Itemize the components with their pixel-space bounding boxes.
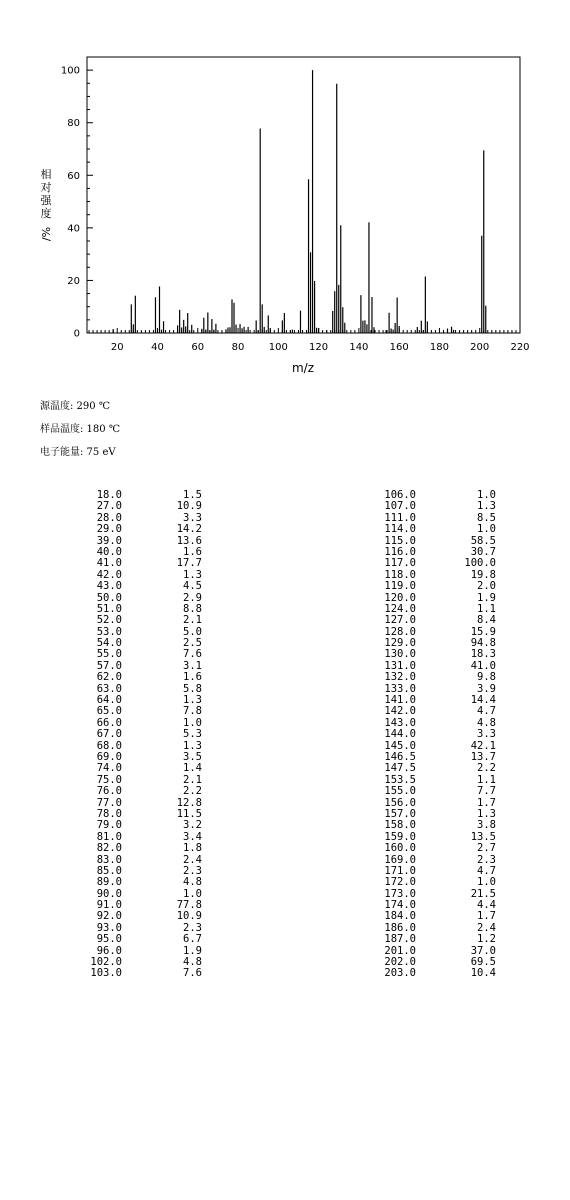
intensity-value: 2.7: [477, 842, 496, 855]
peak-table-row: [376, 968, 496, 979]
mz-value: 64.0: [96, 694, 122, 707]
peak-table-row: [82, 581, 202, 592]
intensity-value: 3.3: [477, 728, 496, 741]
mz-value: 39.0: [96, 534, 122, 547]
mz-value: 120.0: [384, 591, 416, 604]
mz-value: 63.0: [96, 682, 122, 695]
mz-value: 28.0: [96, 511, 122, 524]
mz-value: 50.0: [96, 591, 122, 604]
intensity-value: 5.0: [183, 625, 202, 638]
intensity-value: 3.1: [183, 659, 202, 672]
y-axis-ticks: [61, 57, 93, 340]
peak-table-row: [82, 843, 202, 854]
mz-value: 119.0: [384, 580, 416, 593]
mz-value: 69.0: [96, 750, 122, 763]
mz-value: 42.0: [96, 568, 122, 581]
mz-value: 145.0: [384, 739, 416, 752]
intensity-value: 7.8: [183, 705, 202, 718]
plot-frame: [87, 57, 520, 333]
x-tick-label: 160: [389, 342, 409, 353]
mz-value: 27.0: [96, 500, 122, 513]
intensity-value: 8.8: [183, 602, 202, 615]
intensity-value: 1.2: [477, 933, 496, 946]
y-tick-label: 60: [67, 170, 80, 182]
sample-temperature: 样品温度: 180 ℃: [40, 424, 120, 435]
intensity-value: 14.4: [470, 694, 496, 707]
mz-value: 40.0: [96, 545, 122, 558]
mz-value: 169.0: [384, 853, 416, 866]
mz-value: 172.0: [384, 876, 416, 889]
source-temperature: 源温度: 290 ℃: [40, 401, 110, 412]
y-tick-label: 40: [67, 223, 80, 235]
peak-table-row: [82, 672, 202, 683]
mz-value: 203.0: [384, 967, 416, 980]
intensity-value: 1.5: [183, 489, 202, 501]
peak-table-row: [376, 581, 496, 592]
intensity-value: 3.2: [183, 819, 202, 832]
mz-value: 91.0: [96, 899, 122, 912]
intensity-value: 3.5: [183, 750, 202, 763]
intensity-value: 10.9: [176, 500, 202, 513]
intensity-value: 1.0: [477, 523, 496, 536]
mz-value: 54.0: [96, 637, 122, 650]
mz-value: 107.0: [384, 500, 416, 513]
mz-value: 67.0: [96, 728, 122, 741]
intensity-value: 77.8: [176, 899, 202, 912]
intensity-value: 10.9: [176, 910, 202, 923]
intensity-value: 2.3: [183, 864, 202, 877]
peak-table-row: [82, 934, 202, 945]
intensity-value: 1.3: [477, 807, 496, 820]
x-tick-label: 60: [191, 342, 205, 353]
mz-value: 106.0: [384, 489, 416, 501]
intensity-value: 2.1: [183, 614, 202, 627]
mz-value: 157.0: [384, 807, 416, 820]
mz-value: 92.0: [96, 910, 122, 923]
peak-table-row: [82, 524, 202, 535]
mz-value: 171.0: [384, 864, 416, 877]
intensity-value: 1.3: [183, 694, 202, 707]
mz-value: 18.0: [96, 489, 122, 501]
mz-value: 78.0: [96, 807, 122, 820]
intensity-value: 7.6: [183, 967, 202, 980]
mz-value: 147.5: [384, 762, 416, 775]
intensity-value: 3.3: [183, 511, 202, 524]
intensity-value: 2.2: [477, 762, 496, 775]
intensity-value: 1.3: [183, 739, 202, 752]
intensity-value: 4.5: [183, 580, 202, 593]
peak-table-row: [82, 968, 202, 979]
intensity-value: 15.9: [470, 625, 496, 638]
intensity-value: 4.8: [183, 876, 202, 889]
intensity-value: 8.5: [477, 511, 496, 524]
mz-value: 103.0: [90, 967, 122, 980]
x-tick-label: 200: [470, 342, 490, 353]
intensity-value: 11.5: [176, 807, 202, 820]
mz-value: 153.5: [384, 773, 416, 786]
mz-value: 95.0: [96, 933, 122, 946]
mz-value: 160.0: [384, 842, 416, 855]
intensity-value: 1.7: [477, 910, 496, 923]
intensity-value: 13.5: [470, 830, 496, 843]
intensity-value: 3.4: [183, 830, 202, 843]
intensity-value: 4.7: [477, 864, 496, 877]
mz-value: 186.0: [384, 921, 416, 934]
mz-value: 52.0: [96, 614, 122, 627]
peak-table-row: [376, 786, 496, 797]
mz-value: 155.0: [384, 785, 416, 798]
mz-value: 68.0: [96, 739, 122, 752]
intensity-value: 9.8: [477, 671, 496, 684]
peak-table-row: [82, 729, 202, 740]
mz-value: 96.0: [96, 944, 122, 957]
intensity-value: 5.8: [183, 682, 202, 695]
mz-value: 130.0: [384, 648, 416, 661]
mz-value: 43.0: [96, 580, 122, 593]
intensity-value: 1.1: [477, 602, 496, 615]
intensity-value: 13.7: [470, 750, 496, 763]
mz-value: 79.0: [96, 819, 122, 832]
peak-table-row: [376, 820, 496, 831]
mz-value: 144.0: [384, 728, 416, 741]
intensity-value: 10.4: [470, 967, 496, 980]
mz-value: 115.0: [384, 534, 416, 547]
mz-value: 187.0: [384, 933, 416, 946]
peak-table-row: [376, 843, 496, 854]
mz-value: 111.0: [384, 511, 416, 524]
intensity-value: 1.0: [477, 876, 496, 889]
intensity-value: 30.7: [470, 545, 496, 558]
intensity-value: 69.5: [470, 956, 496, 969]
x-tick-label: 180: [429, 342, 449, 353]
mz-value: 159.0: [384, 830, 416, 843]
mz-value: 118.0: [384, 568, 416, 581]
y-tick-label: 100: [60, 65, 80, 77]
intensity-value: 14.2: [176, 523, 202, 536]
intensity-value: 37.0: [470, 944, 496, 957]
intensity-value: 1.9: [183, 944, 202, 957]
peak-table-left: [82, 490, 202, 980]
intensity-value: 1.0: [183, 716, 202, 729]
intensity-value: 1.0: [183, 887, 202, 900]
intensity-value: 1.9: [477, 591, 496, 604]
intensity-value: 13.6: [176, 534, 202, 547]
y-tick-label: 80: [67, 118, 80, 130]
mz-value: 77.0: [96, 796, 122, 809]
x-tick-label: 100: [268, 342, 288, 353]
intensity-value: 2.2: [183, 785, 202, 798]
mz-value: 55.0: [96, 648, 122, 661]
intensity-value: 2.4: [477, 921, 496, 934]
peak-table-row: [82, 786, 202, 797]
mz-value: 146.5: [384, 750, 416, 763]
mz-value: 65.0: [96, 705, 122, 718]
spectrum-peaks: [113, 70, 486, 333]
intensity-value: 2.0: [477, 580, 496, 593]
intensity-value: 3.9: [477, 682, 496, 695]
x-tick-label: 140: [349, 342, 369, 353]
intensity-value: 7.7: [477, 785, 496, 798]
mz-value: 83.0: [96, 853, 122, 866]
intensity-value: 4.4: [477, 899, 496, 912]
intensity-value: 2.3: [477, 853, 496, 866]
peak-table-row: [82, 877, 202, 888]
mz-value: 127.0: [384, 614, 416, 627]
electron-energy: 电子能量: 75 eV: [40, 447, 116, 458]
intensity-value: 1.3: [183, 568, 202, 581]
peak-table-right: [376, 490, 496, 980]
mz-value: 82.0: [96, 842, 122, 855]
y-axis-label-char: 对: [40, 181, 52, 194]
y-axis-label-char: 相: [40, 168, 52, 181]
x-tick-label: 80: [231, 342, 245, 353]
mz-value: 90.0: [96, 887, 122, 900]
mz-value: 133.0: [384, 682, 416, 695]
intensity-value: 5.3: [183, 728, 202, 741]
peak-table-row: [376, 615, 496, 626]
mz-value: 132.0: [384, 671, 416, 684]
intensity-value: 17.7: [176, 557, 202, 570]
peak-table-row: [376, 524, 496, 535]
y-tick-label: 0: [73, 328, 80, 340]
intensity-value: 1.1: [477, 773, 496, 786]
intensity-value: 2.3: [183, 921, 202, 934]
intensity-value: 1.6: [183, 545, 202, 558]
mz-value: 128.0: [384, 625, 416, 638]
mz-value: 202.0: [384, 956, 416, 969]
intensity-value: 1.6: [183, 671, 202, 684]
y-axis-label-unit: /%: [40, 226, 53, 242]
y-axis-label: [40, 167, 53, 241]
x-axis-label: m/z: [291, 361, 315, 375]
mz-value: 184.0: [384, 910, 416, 923]
mz-value: 76.0: [96, 785, 122, 798]
mz-value: 174.0: [384, 899, 416, 912]
mz-value: 41.0: [96, 557, 122, 570]
mz-value: 143.0: [384, 716, 416, 729]
mz-value: 29.0: [96, 523, 122, 536]
peak-table-row: [376, 934, 496, 945]
x-tick-label: 20: [110, 342, 124, 353]
mz-value: 85.0: [96, 864, 122, 877]
peak-table-row: [376, 729, 496, 740]
y-axis-label-char: 度: [40, 207, 52, 220]
mz-value: 75.0: [96, 773, 122, 786]
intensity-value: 19.8: [470, 568, 496, 581]
intensity-value: 4.8: [477, 716, 496, 729]
peak-table-row: [376, 672, 496, 683]
mz-value: 102.0: [90, 956, 122, 969]
intensity-value: 6.7: [183, 933, 202, 946]
mz-value: 62.0: [96, 671, 122, 684]
peak-table-row: [82, 820, 202, 831]
mz-value: 81.0: [96, 830, 122, 843]
mz-value: 142.0: [384, 705, 416, 718]
intensity-value: 4.7: [477, 705, 496, 718]
mz-value: 117.0: [384, 557, 416, 570]
intensity-value: 2.1: [183, 773, 202, 786]
intensity-value: 4.8: [183, 956, 202, 969]
intensity-value: 18.3: [470, 648, 496, 661]
mz-value: 141.0: [384, 694, 416, 707]
mz-value: 156.0: [384, 796, 416, 809]
intensity-value: 2.4: [183, 853, 202, 866]
mz-value: 93.0: [96, 921, 122, 934]
mz-value: 131.0: [384, 659, 416, 672]
y-tick-label: 20: [67, 275, 80, 287]
mz-value: 51.0: [96, 602, 122, 615]
intensity-value: 2.9: [183, 591, 202, 604]
mz-value: 74.0: [96, 762, 122, 775]
intensity-value: 12.8: [176, 796, 202, 809]
intensity-value: 21.5: [470, 887, 496, 900]
intensity-value: 1.8: [183, 842, 202, 855]
intensity-value: 7.6: [183, 648, 202, 661]
x-tick-label: 220: [510, 342, 530, 353]
mass-spectrum-chart: [0, 0, 570, 380]
intensity-value: 41.0: [470, 659, 496, 672]
intensity-value: 100.0: [464, 557, 496, 570]
mz-value: 129.0: [384, 637, 416, 650]
peak-table-row: [376, 877, 496, 888]
mz-value: 201.0: [384, 944, 416, 957]
intensity-value: 1.4: [183, 762, 202, 775]
intensity-value: 94.8: [470, 637, 496, 650]
intensity-value: 2.5: [183, 637, 202, 650]
intensity-value: 3.8: [477, 819, 496, 832]
x-tick-label: 40: [151, 342, 164, 353]
mz-value: 114.0: [384, 523, 416, 536]
intensity-value: 1.7: [477, 796, 496, 809]
mz-value: 89.0: [96, 876, 122, 889]
intensity-value: 58.5: [470, 534, 496, 547]
x-tick-label: 120: [309, 342, 329, 353]
intensity-value: 42.1: [470, 739, 496, 752]
mz-value: 124.0: [384, 602, 416, 615]
mz-value: 173.0: [384, 887, 416, 900]
peak-table-row: [82, 615, 202, 626]
mz-value: 158.0: [384, 819, 416, 832]
mz-value: 57.0: [96, 659, 122, 672]
mz-value: 53.0: [96, 625, 122, 638]
mz-value: 66.0: [96, 716, 122, 729]
intensity-value: 1.0: [477, 489, 496, 501]
mz-value: 116.0: [384, 545, 416, 558]
intensity-value: 1.3: [477, 500, 496, 513]
intensity-value: 8.4: [477, 614, 496, 627]
y-axis-label-char: 强: [40, 194, 52, 207]
